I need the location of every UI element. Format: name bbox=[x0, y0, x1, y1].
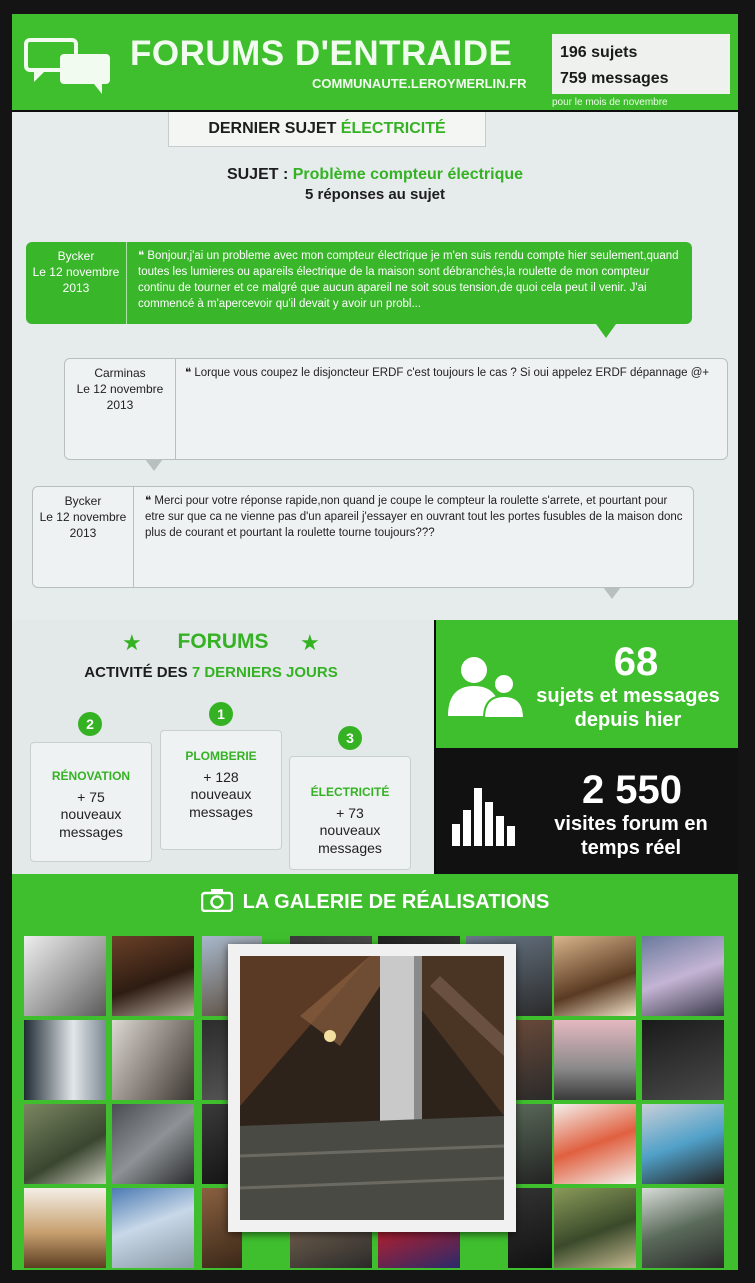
gallery-thumbnail[interactable] bbox=[24, 1020, 106, 1100]
monthly-stats-box bbox=[552, 34, 730, 94]
post-date: Le 12 novembre 2013 bbox=[76, 382, 164, 412]
gallery-title-line bbox=[12, 888, 738, 914]
category-name: ÉLECTRICITÉ bbox=[310, 785, 390, 799]
users-icon bbox=[446, 654, 526, 718]
attic-photo bbox=[240, 956, 504, 1220]
topics-count: 196 sujets bbox=[560, 44, 638, 61]
visits-label: visites forum en temps réel bbox=[554, 813, 708, 859]
forums-activity-panel bbox=[12, 620, 434, 874]
latest-topic-panel bbox=[12, 112, 738, 620]
site-url: COMMUNAUTE.LEROYMERLIN.FR bbox=[312, 76, 527, 91]
messages-count: 759 messages bbox=[560, 70, 669, 87]
gallery-thumbnail[interactable] bbox=[642, 1020, 724, 1100]
gallery-thumbnail[interactable] bbox=[24, 936, 106, 1016]
post-author-block bbox=[33, 487, 133, 541]
category-count: + 73 bbox=[336, 805, 364, 821]
category-count: + 75 bbox=[77, 789, 105, 805]
visits-value: 2 550 bbox=[581, 768, 683, 812]
answers-count: 5 réponses au sujet bbox=[304, 186, 446, 203]
since-yesterday-stat bbox=[436, 620, 738, 748]
chat-bubbles-icon bbox=[24, 36, 114, 96]
topic-title[interactable]: Problème compteur électrique bbox=[292, 166, 524, 183]
category-name: PLOMBERIE bbox=[185, 749, 257, 763]
star-icon: ★ bbox=[300, 630, 320, 655]
gallery-thumbnail[interactable] bbox=[290, 1232, 372, 1268]
post-text: ❝ Bonjour,j'ai un probleme avec mon compteur électrique je m'en suis rendu compte hier seulement,quand toutes les lumieres ou apareils électrique de la maison sont débranchés,la roulette de mon compteur continu de tourner et ce malgré que aucun apareil ne soit sous tension,de quoi cela peut il venir. J'ai commencé à m'apercevoir qu'il devait y avoir un probl... bbox=[138, 250, 679, 310]
gallery-thumbnail[interactable] bbox=[554, 1020, 636, 1100]
activity-prefix: ACTIVITÉ DES bbox=[84, 664, 188, 681]
since-yesterday-label: sujets et messages depuis hier bbox=[536, 685, 720, 731]
post-bubble bbox=[26, 242, 692, 324]
gallery-title: LA GALERIE DE RÉALISATIONS bbox=[242, 891, 550, 913]
category-label: nouveaux messages bbox=[318, 822, 382, 856]
post-divider bbox=[175, 359, 176, 459]
rank-badge: 2 bbox=[78, 712, 102, 736]
gallery-panel bbox=[12, 874, 738, 1270]
post-author: Bycker bbox=[64, 494, 102, 508]
gallery-thumbnail[interactable] bbox=[378, 1232, 460, 1268]
camera-icon bbox=[201, 888, 233, 912]
forums-title: FORUMS bbox=[177, 630, 269, 653]
rank-badge: 1 bbox=[209, 702, 233, 726]
category-label: nouveaux messages bbox=[59, 806, 123, 840]
star-icon: ★ bbox=[122, 630, 142, 655]
gallery-thumbnail[interactable] bbox=[112, 1104, 194, 1184]
realtime-visits-stat bbox=[436, 748, 738, 874]
category-card-plomberie[interactable] bbox=[160, 730, 282, 850]
gallery-thumbnail[interactable] bbox=[554, 1104, 636, 1184]
kiosk-screen bbox=[12, 14, 738, 1270]
bar-chart-icon bbox=[450, 782, 520, 848]
since-yesterday-value: 68 bbox=[613, 640, 659, 684]
heading-prefix: DERNIER SUJET bbox=[208, 120, 337, 137]
topic-title-line bbox=[12, 166, 738, 184]
latest-topic-heading bbox=[168, 112, 486, 147]
gallery-thumbnail[interactable] bbox=[642, 1188, 724, 1268]
post-bubble bbox=[64, 358, 728, 460]
post-date: Le 12 novembre 2013 bbox=[32, 265, 120, 295]
activity-subtitle bbox=[12, 664, 410, 681]
post-text: ❝ Lorque vous coupez le disjoncteur ERDF c'est toujours le cas ? Si oui appelez ERDF dépannage @+ bbox=[185, 367, 710, 379]
post-divider bbox=[133, 487, 134, 587]
gallery-thumbnail[interactable] bbox=[112, 1188, 194, 1268]
category-count: + 128 bbox=[203, 769, 239, 785]
topic-prefix: SUJET : bbox=[226, 166, 289, 183]
rank-badge: 3 bbox=[338, 726, 362, 750]
gallery-thumbnail[interactable] bbox=[554, 1188, 636, 1268]
stats-period-note: pour le mois de novembre bbox=[552, 97, 668, 108]
featured-photo[interactable] bbox=[228, 944, 516, 1232]
category-card-renovation[interactable] bbox=[30, 742, 152, 862]
gallery-thumbnail[interactable] bbox=[642, 936, 724, 1016]
gallery-thumbnail[interactable] bbox=[112, 936, 194, 1016]
gallery-thumbnail[interactable] bbox=[554, 936, 636, 1016]
gallery-thumbnail[interactable] bbox=[24, 1104, 106, 1184]
post-author: Carminas bbox=[94, 366, 146, 380]
category-name: RÉNOVATION bbox=[51, 769, 131, 783]
bubble-tail bbox=[603, 587, 621, 599]
post-author-block bbox=[26, 242, 126, 296]
bubble-tail bbox=[596, 324, 616, 338]
page-title: FORUMS D'ENTRAIDE bbox=[130, 34, 513, 73]
category-label: nouveaux messages bbox=[189, 786, 253, 820]
post-author: Bycker bbox=[57, 249, 95, 263]
post-date: Le 12 novembre 2013 bbox=[39, 510, 127, 540]
bubble-tail bbox=[145, 459, 163, 471]
gallery-thumbnail[interactable] bbox=[112, 1020, 194, 1100]
post-text: ❝ Merci pour votre réponse rapide,non quand je coupe le compteur la roulette s'arrete, et pourtant pour etre sur que ca ne vienne pas d'un apareil j'essayer en ouvrant tout les portes fusubles de la maison donc plus de courant et pourtant la roulette tourne toujours??? bbox=[145, 495, 683, 539]
activity-period: 7 DERNIERS JOURS bbox=[191, 664, 338, 681]
heading-category: ÉLECTRICITÉ bbox=[340, 120, 446, 137]
post-divider bbox=[126, 242, 127, 324]
header bbox=[12, 14, 738, 110]
gallery-thumbnail[interactable] bbox=[642, 1104, 724, 1184]
post-author-block bbox=[65, 359, 175, 413]
post-bubble bbox=[32, 486, 694, 588]
category-card-electricite[interactable] bbox=[289, 756, 411, 870]
gallery-thumbnail[interactable] bbox=[24, 1188, 106, 1268]
featured-photo-image bbox=[240, 956, 504, 1220]
